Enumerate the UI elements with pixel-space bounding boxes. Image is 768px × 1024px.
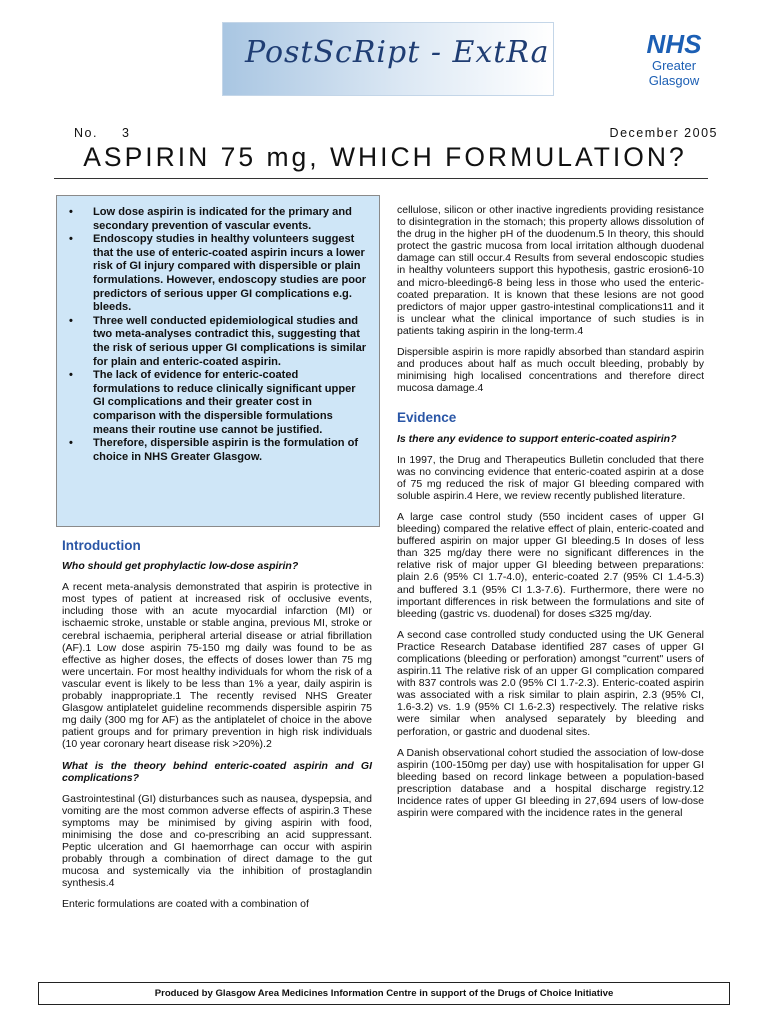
key-point: • The lack of evidence for enteric-coated formulations to reduce clinically significant upper GI complications and their greater cost in comparison with the dispersible formulations means their routine use cannot be justified. xyxy=(67,369,367,437)
evidence-question-1: Is there any evidence to support enteric-coated aspirin? xyxy=(397,432,677,445)
evidence-paragraph-4: A Danish observational cohort studied the association of low-dose aspirin (100-150mg per day) use with hospitalisation for upper GI bleeding based on record linkage between a population-based prescription database and a hospital discharge registry.12 Incidence rates of upper GI bleeding in 27,694 users of low-dose aspirin were compared with the incidence rates in the general xyxy=(397,746,704,820)
introduction-heading: Introduction xyxy=(62,538,141,553)
key-point: • Three well conducted epidemiological studies and two meta-analyses contradict this, suggesting that the risk of serious upper GI complications is similar for plain and enteric-coated aspirin. xyxy=(67,315,367,369)
key-points-list xyxy=(67,206,367,464)
key-point: • Therefore, dispersible aspirin is the formulation of choice in NHS Greater Glasgow. xyxy=(67,437,367,464)
masthead-banner xyxy=(222,22,554,96)
footer-credit: Produced by Glasgow Area Medicines Information Centre in support of the Drugs of Choice Initiative xyxy=(38,982,730,1005)
issue-date: December 2005 xyxy=(609,126,718,140)
introduction-paragraph-3: Enteric formulations are coated with a combination of xyxy=(62,898,309,911)
evidence-paragraph-3: A second case controlled study conducted using the UK General Practice Research Database identified 287 cases of upper GI complications (bleeding or perforation) amongst "current" users of aspirin.11 The relative risk of an upper GI complication compared with 837 controls was 2.0 (95% CI 1.7-2.3). Enteric-coated aspirin was associated with a risk similar to plain aspirin, 2.3 (95% CI, 1.6-3.2) vs. 1.9 (95% CI 1.6-2.3) respectively. The relative risks were similar when analysed separately by bleeding and perforation, or gastric and duodenal sites. xyxy=(397,628,704,738)
key-point: • Low dose aspirin is indicated for the primary and secondary prevention of vascular events. xyxy=(67,206,367,233)
nhs-logo-region-line2: Glasgow xyxy=(648,73,700,88)
left-column xyxy=(62,540,372,920)
introduction-paragraph-1: A recent meta-analysis demonstrated that aspirin is protective in most types of patient at increased risk of occlusive events, including those with an acute myocardial infarction (MI) or ischaemic stroke, unstable or stable angina, previous MI, stroke or cerebral ischaemia, peripheral arterial disease or atrial fibrillation (AF).1 Low dose aspirin 75-150 mg daily was found to be as effective as higher doses, the effects of doses lower than 75 mg were uncertain. For most healthy individuals for whom the risk of a vascular event is likely to be less than 1% a year, daily aspirin is probably inappropriate.1 The recently revised NHS Greater Glasgow antiplatelet guideline recommends dispersible aspirin 75 mg daily (300 mg for AF) as the antiplatelet of choice in the above patient groups and for primary prevention in high risk individuals (10 year coronary heart disease risk >20%).2 xyxy=(62,581,372,751)
nhs-logo xyxy=(638,30,710,100)
issue-number-label: No. xyxy=(74,126,98,140)
page-title: ASPIRIN 75 mg, WHICH FORMULATION? xyxy=(83,142,687,172)
introduction-question-2: What is the theory behind enteric-coated aspirin and GI complications? xyxy=(62,759,372,784)
nhs-logo-region-line1: Greater xyxy=(651,58,697,73)
evidence-paragraph-2: A large case control study (550 incident cases of upper GI bleeding) compared the relative effect of plain, enteric-coated and buffered aspirin on major upper GI bleeding.5 In doses of less than 325 mg/day there were no significant differences in the relative risk of major upper GI bleeding between preparations: plain 2.6 (95% CI 1.7-4.0), enteric-coated 2.7 (95% CI 1.4-5.3) and buffered 3.1 (95% CI 1.3-7.6). Furthermore, there were no important differences in risk between the formulations and site of bleeding (gastric vs. duodenal) for doses ≤325 mg/day. xyxy=(397,510,704,620)
formulation-paragraph-1: cellulose, silicon or other inactive ingredients providing resistance to disintegration in the stomach; this property allows dissolution of the drug in the higher pH of the duodenum.5 In theory, this should protect the gastric mucosa from local irritation although duodenal damage can still occur.4 Results from several endoscopic studies in healthy volunteers support this hypothesis, gastric erosion6-10 and micro-bleeding6-8 being less in those who used the enteric-coated preparation. It is known that these lesions are not good predictors of major upper gastro-intestinal complications11 and it is unclear what the clinical importance of such studies is in patients taking aspirin in the long-term.4 xyxy=(397,204,704,337)
introduction-question-1: Who should get prophylactic low-dose aspirin? xyxy=(62,560,299,573)
evidence-heading: Evidence xyxy=(397,410,457,426)
issue-number: 3 xyxy=(122,126,131,140)
formulation-paragraph-2: Dispersible aspirin is more rapidly absorbed than standard aspirin and produces about half as much occult bleeding, probably by minimising high localised concentrations and therefore direct mucosa damage.4 xyxy=(397,346,704,395)
introduction-paragraph-2: Gastrointestinal (GI) disturbances such as nausea, dyspepsia, and vomiting are the most common adverse effects of aspirin.3 These symptoms may be minimised by giving aspirin with food, minimising the dose and co-prescribing an acid suppressant. Peptic ulceration and GI haemorrhage can occur with aspirin probably through a combination of direct damage to the gut mucosa and systemically via the inhibition of prostaglandin synthesis.4 xyxy=(62,792,372,890)
title-divider xyxy=(54,178,708,179)
masthead-title: PostScRipt - ExtRa xyxy=(245,35,550,70)
evidence-paragraph-1: In 1997, the Drug and Therapeutics Bulletin concluded that there was no convincing evidence that enteric-coated aspirin at a dose of 75 mg reduced the risk of major GI bleeding compared with soluble aspirin.4 Here, we review recently published literature. xyxy=(397,453,704,502)
nhs-logo-mark: NHS xyxy=(646,29,702,59)
key-point: • Endoscopy studies in healthy volunteers suggest that the use of enteric-coated aspirin incurs a lower risk of GI injury compared with dispersible or plain formulations. However, endoscopy studies are poor predictors of serious upper GI complications e.g. bleeds. xyxy=(67,233,367,315)
right-column xyxy=(397,204,704,828)
key-points-box xyxy=(56,195,380,527)
